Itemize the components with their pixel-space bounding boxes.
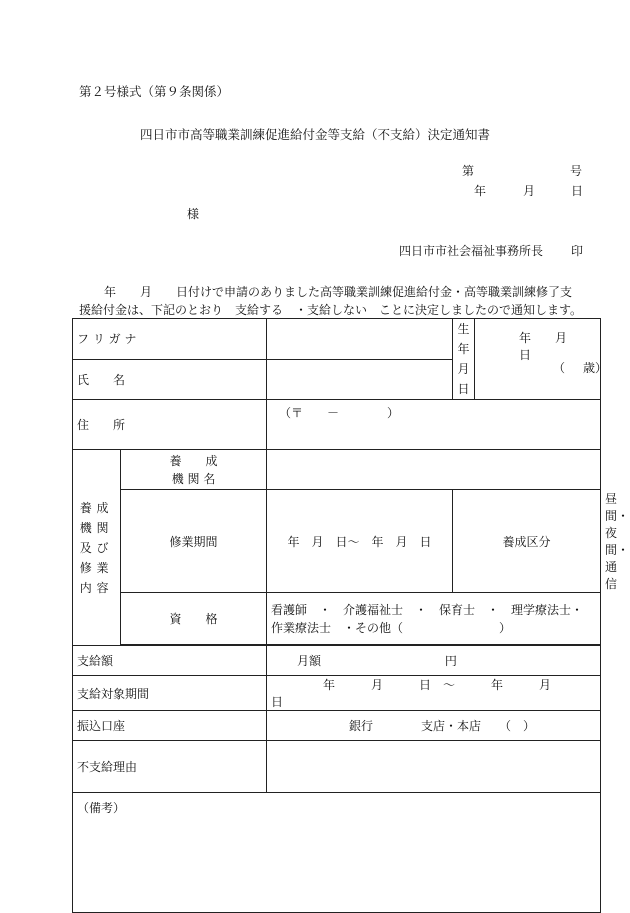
qualification-line-1: 看護師 ・ 介護福祉士 ・ 保育士 ・ 理学療法士・ [271,602,584,617]
amount-yen: 円 [444,654,457,668]
birth-date-value: 年 月 日 [519,331,592,362]
date-month: 月 [523,184,536,198]
amount-label: 支給額 [73,646,267,676]
recipient-suffix: 様 [187,207,200,221]
category-label: 養成区分 [453,490,601,593]
target-period-label: 支給対象期間 [73,676,267,711]
target-period-value[interactable]: 年 月 日 ～ 年 月 日 [267,676,601,711]
number-dai: 第 [462,164,475,178]
furigana-label: フ リ ガ ナ [73,319,267,360]
intro-line-2: 援給付金は、下記のとおり 支給する ・支給しない ことに決定しましたので通知します。 [79,303,583,317]
period-label: 修業期間 [121,490,267,593]
intro-line-1: 年 月 日付けで申請のありました高等職業訓練促進給付金・高等職業訓練修了支 [104,285,573,299]
institution-label: 養 成 機 関 名 [121,450,267,490]
furigana-field[interactable] [267,319,453,360]
birth-label-1: 生 年 [457,322,482,356]
qualification-field[interactable] [267,593,601,645]
bank-label: 振込口座 [73,711,267,741]
reason-label: 不支給理由 [73,741,267,793]
age-open: （ [553,361,566,375]
date-day: 日 [571,184,584,198]
reason-field[interactable] [267,741,601,793]
birth-label-2: 月 日 [457,362,482,396]
period-value[interactable]: 年 月 日～ 年 月 日 [267,490,453,593]
age-close: 歳） [583,361,608,375]
name-field[interactable] [267,359,453,400]
address-label: 住 所 [73,400,267,450]
training-group-label: 養成 機関 及び 修業 内容 [73,450,121,646]
issuer-name: 四日市市社会福祉事務所長 [399,244,544,258]
institution-field[interactable] [267,450,601,490]
name-label: 氏 名 [73,359,267,400]
document-title: 四日市市高等職業訓練促進給付金等支給（不支給）決定通知書 [139,127,490,142]
amount-monthly: 月額 [297,654,322,668]
birth-date-field[interactable] [475,319,608,400]
amount-field[interactable] [267,646,601,676]
birth-label [453,319,482,400]
remarks-label: （備考） [77,801,126,815]
form-number: 第２号様式（第９条関係） [79,84,230,99]
postal-code: （〒 － ） [279,406,400,420]
seal-mark: 印 [571,244,584,258]
address-field[interactable] [267,400,601,450]
date-year: 年 [474,184,487,198]
decision-form-table: フ リ ガ ナ 生 年 月 日 年 月 日 （ 歳） 氏 名 住 所 （〒 － ） 養成 機関 及び 修業 内容 養 成 機 関 名 修業期間 年 月 日～ 年 月 日 養成区分 昼間・夜間・通信 資 格 看護師 ・ 介護福祉士 ・ 保育士 ・ 理学療法士・ 作業療法士 ・その他（ ） 支給額 月額 円 支給対象期間 年 月 日 ～ 年 月 日 振込口座 銀行 支店・本店 （ ） 不支給理由 （備考） [72,318,601,913]
qualification-line-2: 作業療法士 ・その他（ ） [271,620,512,635]
bank-value[interactable]: 銀行 支店・本店 （ ） [267,711,601,741]
remarks-field[interactable] [73,793,601,913]
qualification-label: 資 格 [121,593,267,645]
number-go: 号 [570,164,583,178]
